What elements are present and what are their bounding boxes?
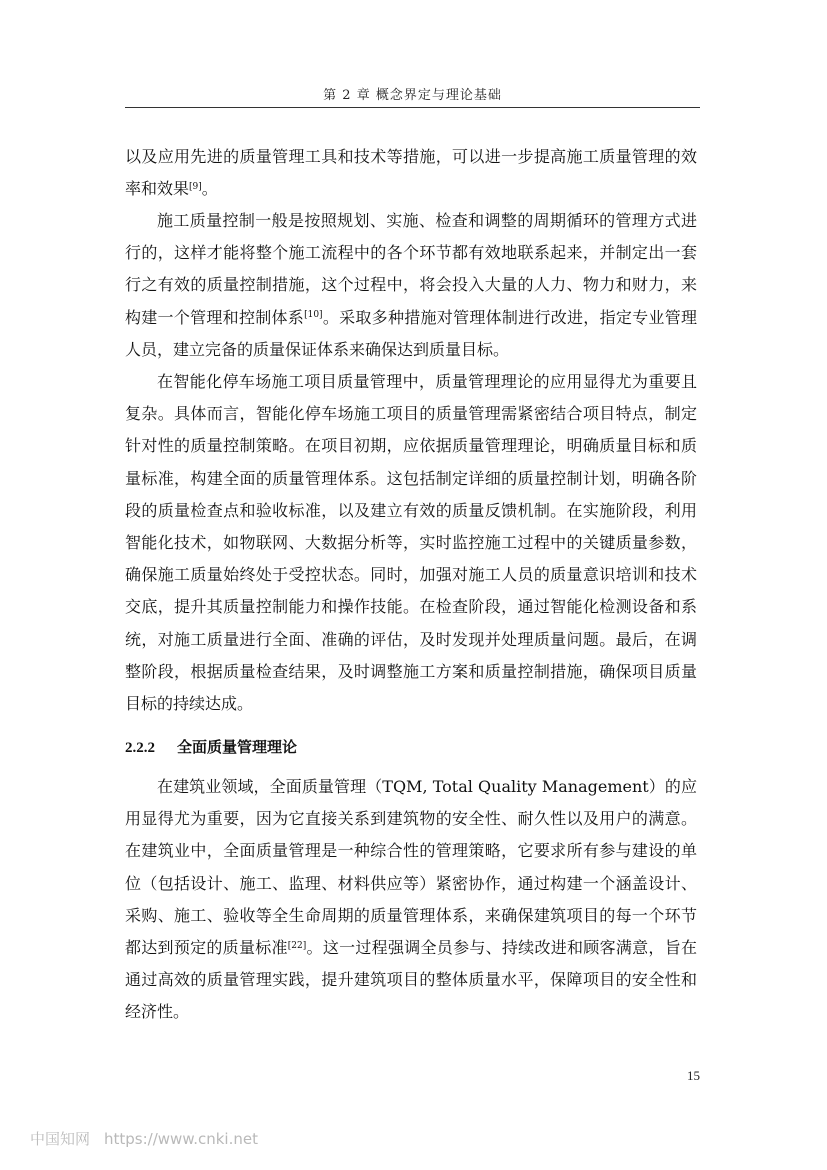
watermark-url: https://www.cnki.net: [104, 1130, 258, 1148]
paragraph-2-text: 施工质量控制一般是按照规划、实施、检查和调整的周期循环的管理方式进行的，这样才能将整个施工流程中的各个环节都有效地联系起来，并制定出一套行之有效的质量控制措施，这个过程中，将会投入大量的人力、物力和财力，来构建一个管理和控制体系: [125, 211, 697, 327]
chapter-header: 第 2 章 概念界定与理论基础: [323, 88, 502, 103]
section-title: 全面质量管理理论: [177, 738, 298, 756]
paragraph-2-tail: 。采取多种措施对管理体制进行改进，指定专业管理人员，建立完备的质量保证体系来确保达到质量目标。: [125, 307, 697, 359]
page-number: 15: [687, 1068, 700, 1083]
watermark-brand: 中国知网: [30, 1130, 91, 1148]
paragraph-3-text: 在智能化停车场施工项目质量管理中，质量管理理论的应用显得尤为重要且复杂。具体而言，智能化停车场施工项目的质量管理需紧密结合项目特点，制定针对性的质量控制策略。在项目初期，应依据质量管理理论，明确质量目标和质量标准，构建全面的质量管理体系。这包括制定详细的质量控制计划，明确各阶段的质量检查点和验收标准，以及建立有效的质量反馈机制。在实施阶段，利用智能化技术，如物联网、大数据分析等，实时监控施工过程中的关键质量参数，确保施工质量始终处于受控状态。同时，加强对施工人员的质量意识培训和技术交底，提升其质量控制能力和操作技能。在检查阶段，通过智能化检测设备和系统，对施工质量进行全面、准确的评估，及时发现并处理质量问题。最后，在调整阶段，根据质量检查结果，及时调整施工方案和质量控制措施，确保项目质量目标的持续达成。: [125, 372, 697, 714]
paragraph-4-tail: 。这一过程强调全员参与、持续改进和顾客满意，旨在通过高效的质量管理实践，提升建筑项目的整体质量水平，保障项目的安全性和经济性。: [125, 938, 697, 1022]
header-divider: [125, 107, 700, 108]
section-number: 2.2.2: [125, 740, 155, 756]
citation-22: [22]: [287, 940, 307, 951]
paragraph-1-tail: 。: [201, 179, 218, 199]
cnki-watermark: [30, 1128, 258, 1149]
citation-9: [9]: [189, 181, 202, 192]
paragraph-2: [125, 205, 697, 366]
paragraph-4-text: 在建筑业领域，全面质量管理（TQM, Total Quality Management）的应用显得尤为重要，因为它直接关系到建筑物的安全性、耐久性以及用户的满意。在建筑业中，全面质量管理是一种综合性的管理策略，它要求所有参与建设的单位（包括设计、施工、监理、材料供应等）紧密协作，通过构建一个涵盖设计、采购、施工、验收等全生命周期的质量管理体系，来确保建筑项目的每一个环节都达到预定的质量标准: [125, 777, 697, 958]
section-heading: [125, 735, 697, 760]
paragraph-4: [125, 771, 697, 1029]
paragraph-1: [125, 141, 697, 205]
citation-10: [10]: [304, 310, 323, 321]
paragraph-1-text: 以及应用先进的质量管理工具和技术等措施，可以进一步提高施工质量管理的效率和效果: [125, 147, 697, 199]
paragraph-3: [125, 366, 697, 720]
